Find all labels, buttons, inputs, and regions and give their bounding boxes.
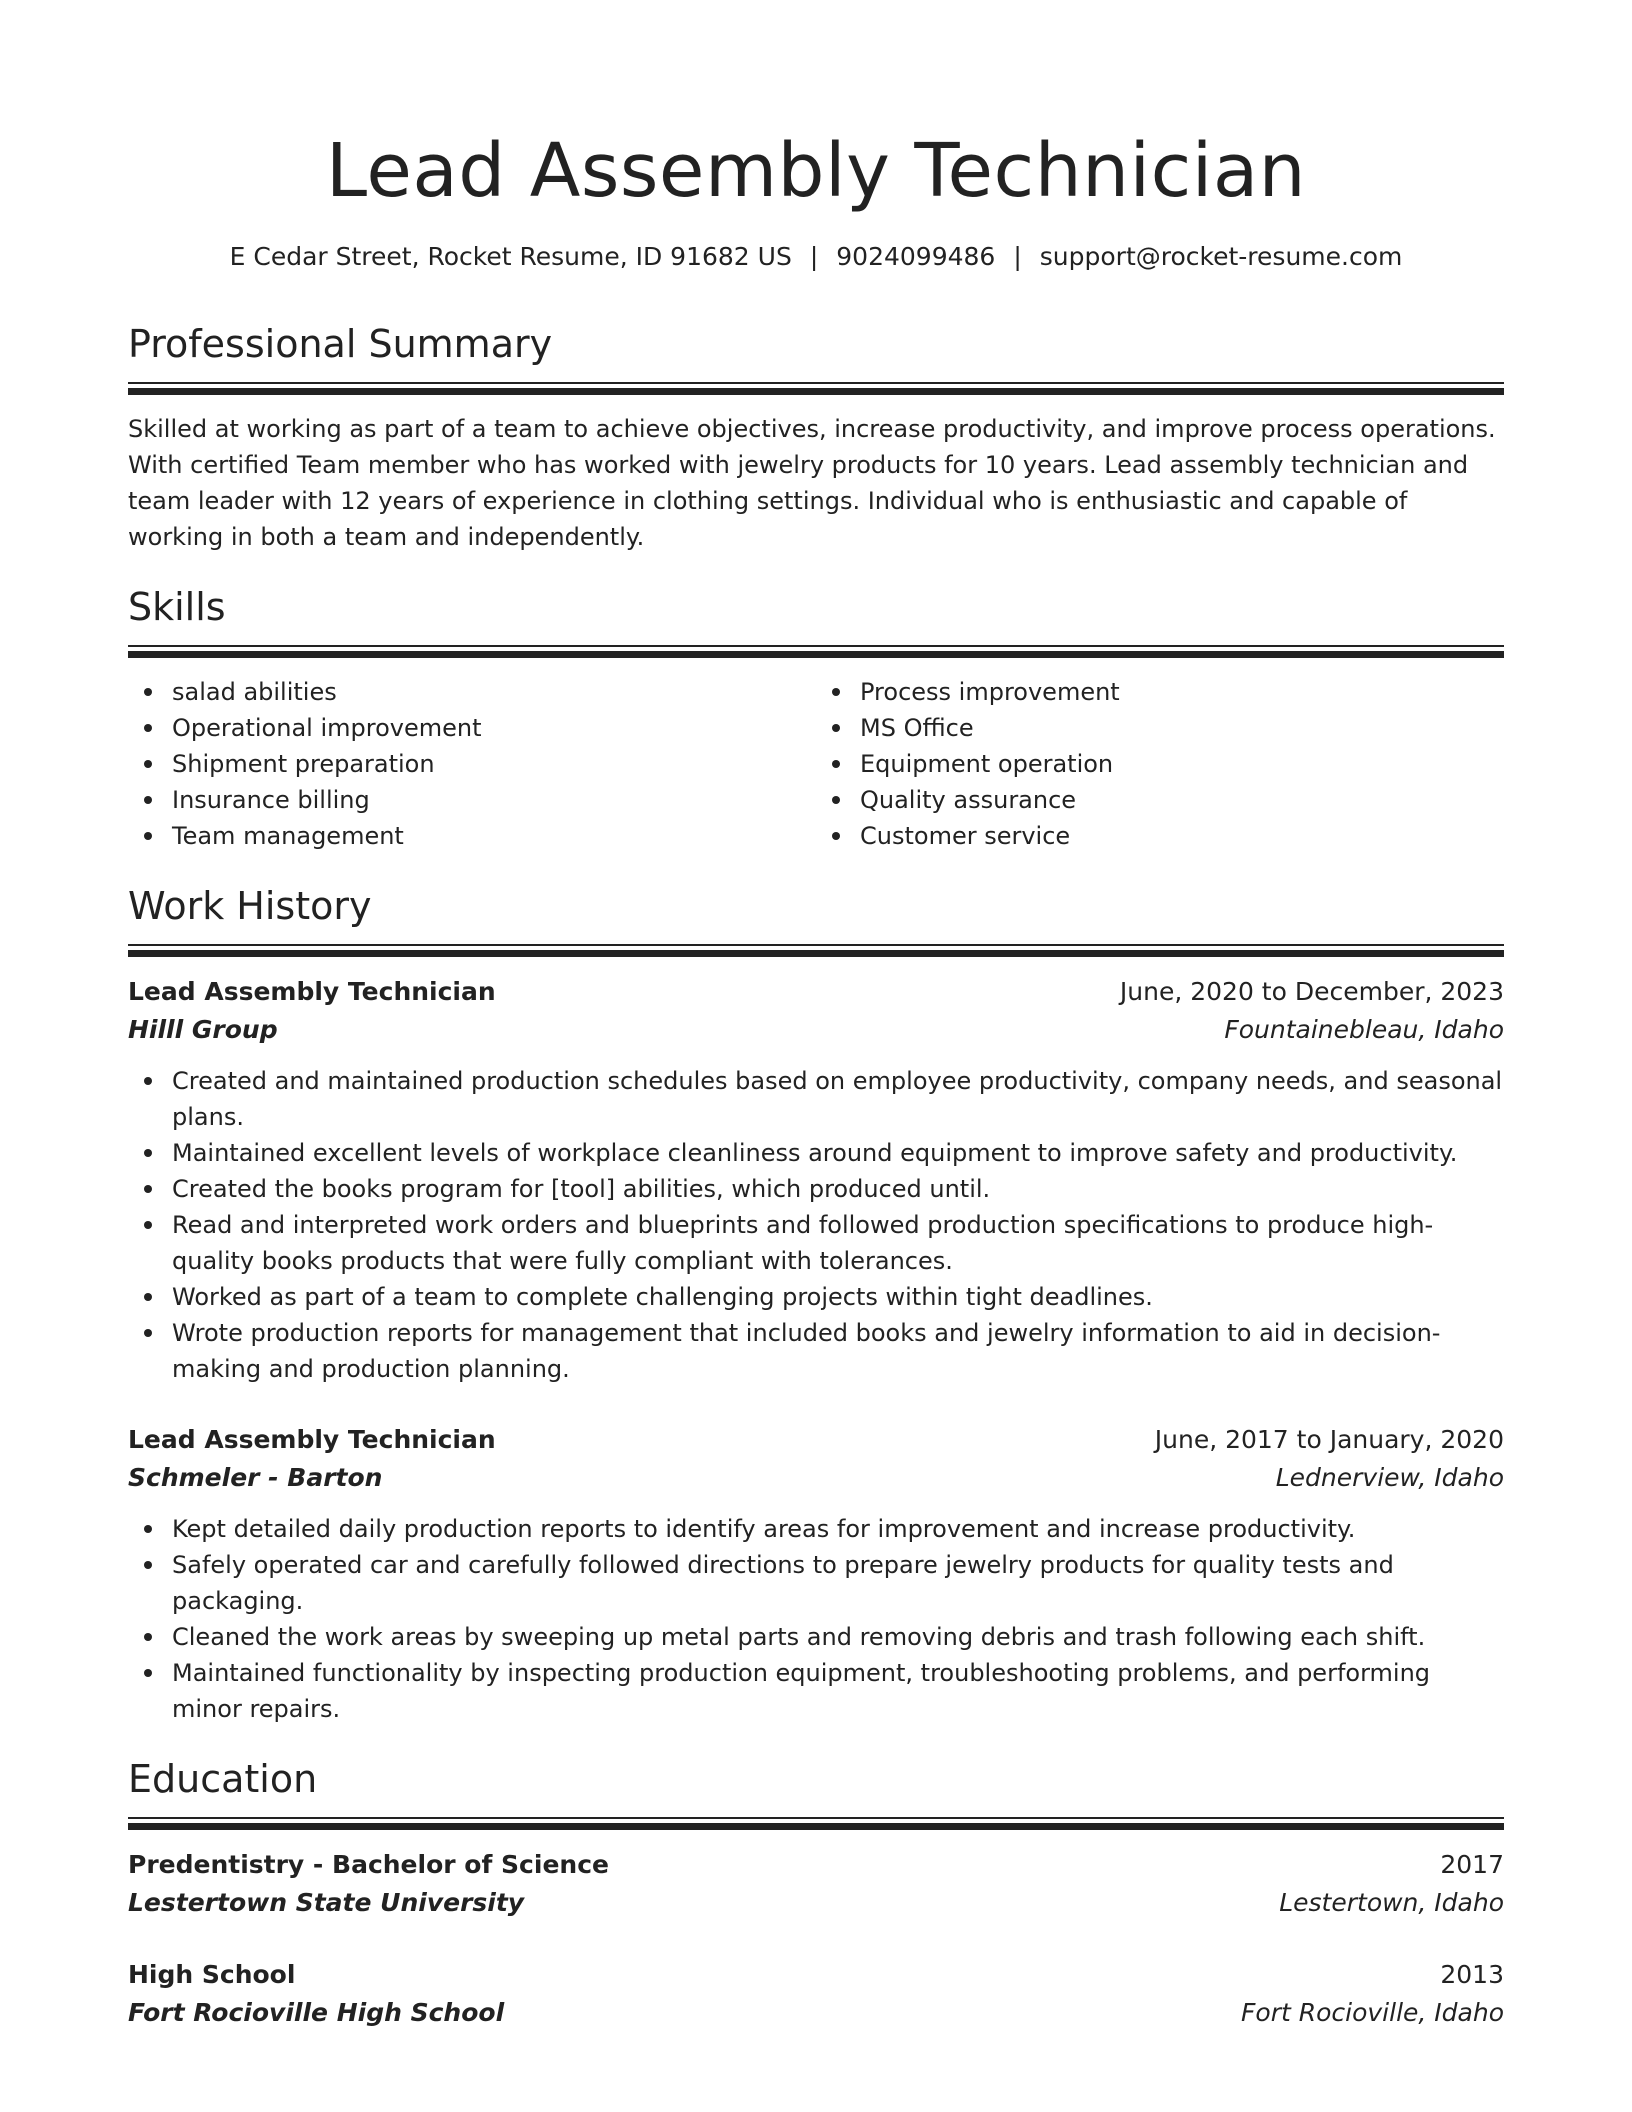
education-location: Lestertown, Idaho (1279, 1888, 1504, 1917)
education-section-header (128, 1753, 1504, 1830)
education-school: Lestertown State University (128, 1888, 525, 1917)
section-divider (128, 382, 1504, 395)
skill-item: Customer service (860, 818, 1504, 854)
skill-item: Process improvement (860, 674, 1504, 710)
job-company: Hilll Group (128, 1015, 278, 1044)
section-divider (128, 645, 1504, 658)
skill-item: Operational improvement (172, 710, 816, 746)
education-location: Fort Rocioville, Idaho (1241, 1998, 1504, 2027)
contact-address: E Cedar Street, Rocket Resume, ID 91682 US (229, 242, 792, 271)
skill-item: MS Office (860, 710, 1504, 746)
skill-item: Team management (172, 818, 816, 854)
section-divider (128, 944, 1504, 957)
job-bullets (128, 1063, 1504, 1387)
education-degree: Predentistry - Bachelor of Science (128, 1850, 609, 1879)
job-company: Schmeler - Barton (128, 1463, 383, 1492)
job-bullet: Worked as part of a team to complete challenging projects within tight deadlines. (172, 1279, 1504, 1315)
skills-section-header (128, 581, 1504, 658)
skill-item: Insurance billing (172, 782, 816, 818)
job-bullet: Wrote production reports for management that included books and jewelry information to aid in decision-making and production planning. (172, 1315, 1504, 1387)
job-entry (128, 1421, 1504, 1727)
contact-phone: 9024099486 (836, 242, 996, 271)
job-bullets (128, 1511, 1504, 1727)
job-bullet: Created the books program for [tool] abilities, which produced until. (172, 1171, 1504, 1207)
section-divider (128, 1817, 1504, 1830)
contact-separator: | (809, 242, 819, 271)
job-title: Lead Assembly Technician (128, 977, 496, 1006)
job-bullet: Kept detailed daily production reports to identify areas for improvement and increase productivity. (172, 1511, 1504, 1547)
education-school: Fort Rocioville High School (128, 1998, 505, 2027)
skills-column-left (128, 674, 816, 854)
skills-column-right (816, 674, 1504, 854)
section-title-work: Work History (128, 884, 372, 928)
summary-text: Skilled at working as part of a team to achieve objectives, increase productivity, and improve process operations. With certified Team member who has worked with jewelry products for 10 years. Lead assembly technician and team leader with 12 years of experience in clothing settings. Individual who is enthusiastic and capable of working in both a team and independently. (128, 415, 1496, 551)
skill-item: Shipment preparation (172, 746, 816, 782)
skills-list (128, 674, 1504, 854)
job-bullet: Cleaned the work areas by sweeping up metal parts and removing debris and trash following each shift. (172, 1619, 1504, 1655)
job-bullet: Maintained excellent levels of workplace cleanliness around equipment to improve safety and productivity. (172, 1135, 1504, 1171)
education-year: 2017 (1440, 1850, 1504, 1879)
job-bullet: Safely operated car and carefully followed directions to prepare jewelry products for quality tests and packaging. (172, 1547, 1504, 1619)
job-bullet: Created and maintained production schedules based on employee productivity, company needs, and seasonal plans. (172, 1063, 1504, 1135)
job-dates: June, 2020 to December, 2023 (1119, 977, 1504, 1006)
skill-item: Quality assurance (860, 782, 1504, 818)
section-title-education: Education (128, 1757, 318, 1801)
work-section-header (128, 880, 1504, 957)
education-entry (128, 1956, 1504, 2032)
job-location: Fountainebleau, Idaho (1224, 1015, 1504, 1044)
job-bullet: Read and interpreted work orders and blueprints and followed production specifications to produce high-quality books products that were fully compliant with tolerances. (172, 1207, 1504, 1279)
job-title: Lead Assembly Technician (128, 1425, 496, 1454)
contact-email: support@rocket-resume.com (1039, 242, 1403, 271)
resume-title: Lead Assembly Technician (325, 128, 1307, 214)
job-entry (128, 973, 1504, 1387)
contact-line (128, 240, 1504, 274)
section-title-summary: Professional Summary (128, 322, 553, 366)
section-title-skills: Skills (128, 585, 226, 629)
education-year: 2013 (1440, 1960, 1504, 1989)
job-dates: June, 2017 to January, 2020 (1154, 1425, 1504, 1454)
job-location: Lednerview, Idaho (1275, 1463, 1504, 1492)
education-entry (128, 1846, 1504, 1922)
summary-section-header (128, 318, 1504, 395)
education-degree: High School (128, 1960, 296, 1989)
skill-item: salad abilities (172, 674, 816, 710)
skill-item: Equipment operation (860, 746, 1504, 782)
job-bullet: Maintained functionality by inspecting production equipment, troubleshooting problems, and performing minor repairs. (172, 1655, 1504, 1727)
contact-separator: | (1013, 242, 1022, 271)
